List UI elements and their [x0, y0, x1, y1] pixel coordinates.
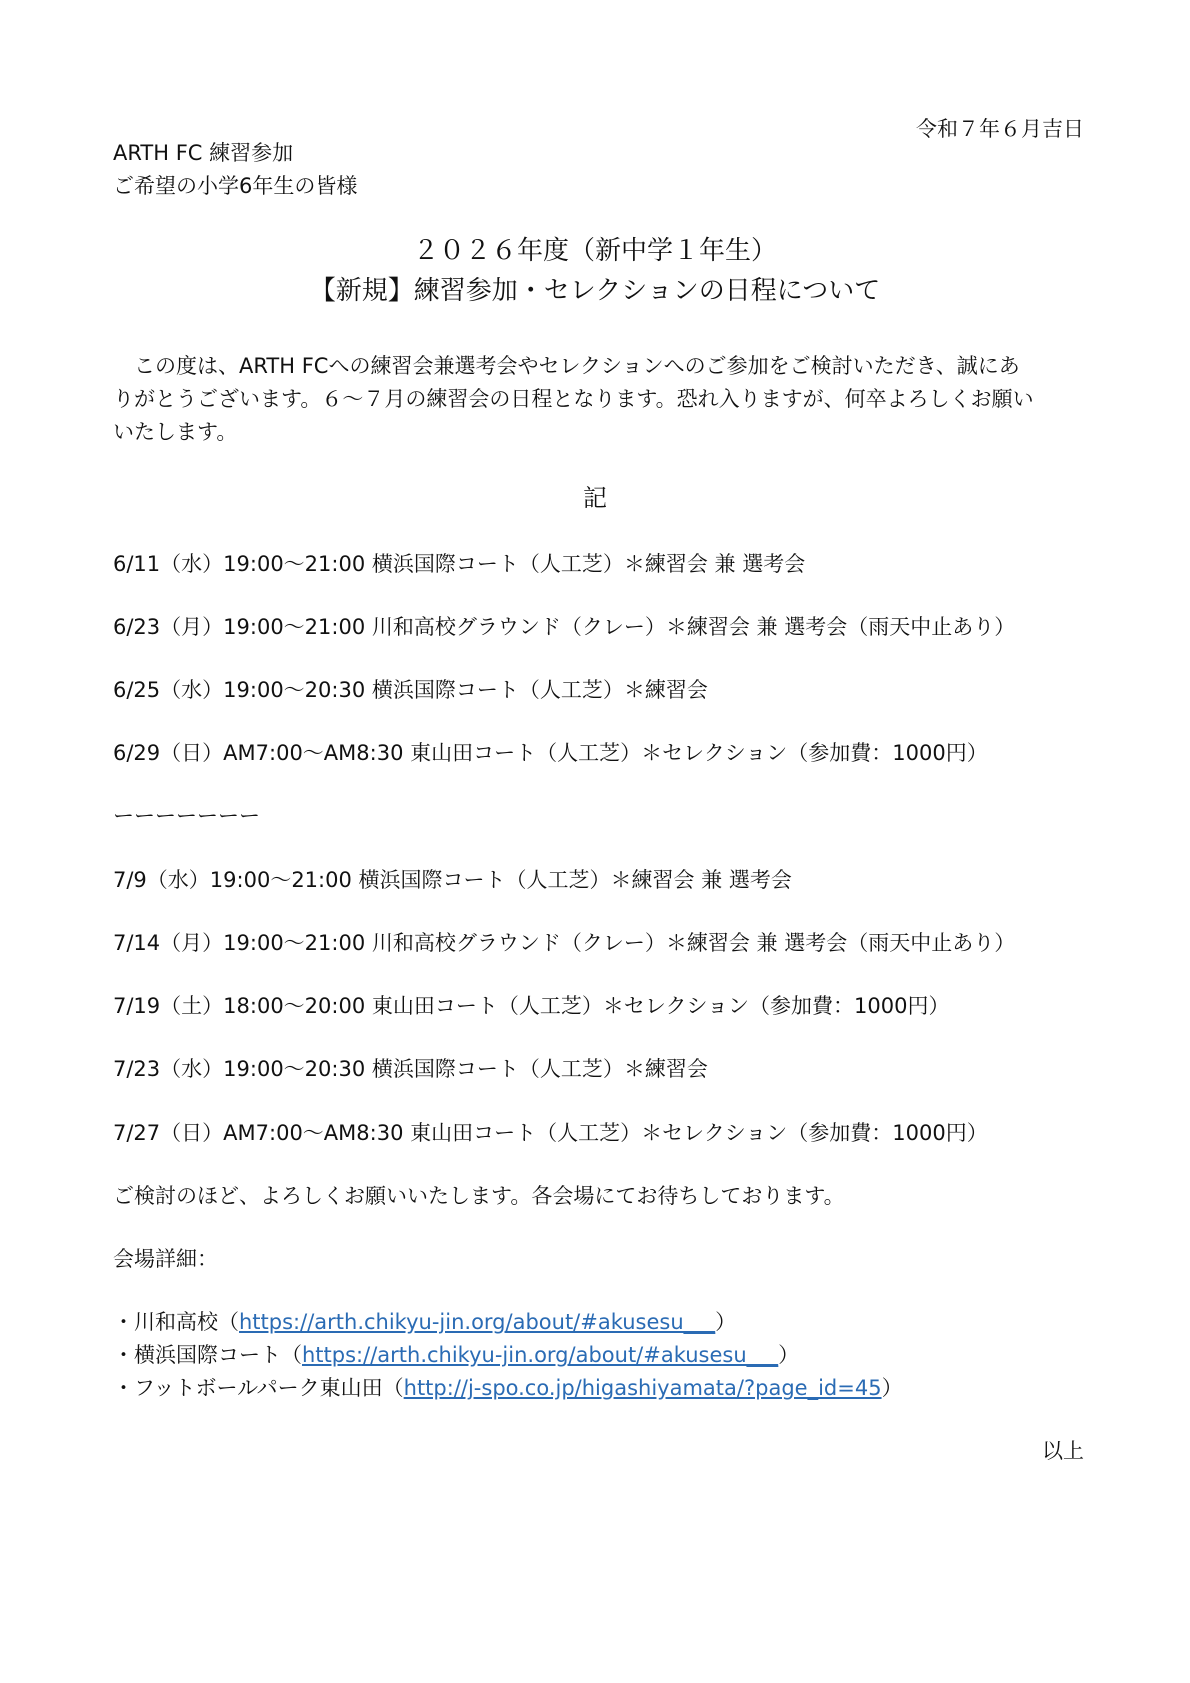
issue-date: 令和７年６月吉日: [916, 117, 1084, 141]
venue-suffix: ）: [778, 1343, 800, 1367]
recipient-line-2: ご希望の小学6年生の皆様: [113, 174, 358, 198]
closing-text: ご検討のほど、よろしくお願いいたします。各会場にてお待ちしております。: [113, 1184, 845, 1208]
venue-suffix: ）: [715, 1310, 737, 1334]
schedule-item: 7/23（水）19:00〜20:30 横浜国際コート（人工芝）＊練習会: [113, 1057, 708, 1081]
schedule-item: 7/27（日）AM7:00〜AM8:30 東山田コート（人工芝）＊セレクション（参加費：1000円）: [113, 1121, 988, 1145]
schedule-item: 6/29（日）AM7:00〜AM8:30 東山田コート（人工芝）＊セレクション（参加費：1000円）: [113, 741, 988, 765]
venue-item-higashiyamata: [113, 1372, 903, 1402]
separator: ーーーーーーー: [113, 804, 260, 828]
venue-link[interactable]: http://j-spo.co.jp/higashiyamata/?page_id=45: [403, 1376, 882, 1400]
venue-link[interactable]: https://arth.chikyu-jin.org/about/#akusesu___: [239, 1310, 716, 1334]
schedule-item: 6/11（水）19:00〜21:00 横浜国際コート（人工芝）＊練習会 兼 選考会: [113, 552, 806, 576]
ki-heading: 記: [583, 484, 607, 512]
intro-line-2: りがとうございます。６〜７月の練習会の日程となります。恐れ入りますが、何卒よろしくお願い: [113, 387, 1034, 411]
title-line-1: ２０２６年度（新中学１年生）: [412, 236, 777, 266]
schedule-item: 7/19（土）18:00〜20:00 東山田コート（人工芝）＊セレクション（参加費：1000円）: [113, 994, 950, 1018]
end-mark: 以上: [1042, 1439, 1084, 1463]
venue-prefix: ・川和高校（: [113, 1310, 239, 1334]
recipient-line-1: ARTH FC 練習参加: [113, 141, 294, 165]
venue-item-yokohama: [113, 1339, 799, 1369]
venue-link[interactable]: https://arth.chikyu-jin.org/about/#akusesu___: [302, 1343, 779, 1367]
schedule-item: 6/25（水）19:00〜20:30 横浜国際コート（人工芝）＊練習会: [113, 678, 708, 702]
venue-suffix: ）: [881, 1376, 903, 1400]
title-line-2: 【新規】練習参加・セレクションの日程について: [309, 276, 881, 306]
schedule-item: 7/9（水）19:00〜21:00 横浜国際コート（人工芝）＊練習会 兼 選考会: [113, 868, 792, 892]
venue-item-kawawa: [113, 1306, 736, 1336]
schedule-item: 6/23（月）19:00〜21:00 川和高校グラウンド（クレー）＊練習会 兼 選考会（雨天中止あり）: [113, 615, 1016, 639]
schedule-item: 7/14（月）19:00〜21:00 川和高校グラウンド（クレー）＊練習会 兼 選考会（雨天中止あり）: [113, 931, 1016, 955]
venue-prefix: ・横浜国際コート（: [113, 1343, 302, 1367]
intro-line-3: いたします。: [113, 420, 238, 444]
venue-prefix: ・フットボールパーク東山田（: [113, 1376, 404, 1400]
intro-line-1: この度は、ARTH FCへの練習会兼選考会やセレクションへのご参加をご検討いただき、誠にあ: [113, 354, 1020, 378]
venue-heading: 会場詳細：: [113, 1247, 218, 1271]
